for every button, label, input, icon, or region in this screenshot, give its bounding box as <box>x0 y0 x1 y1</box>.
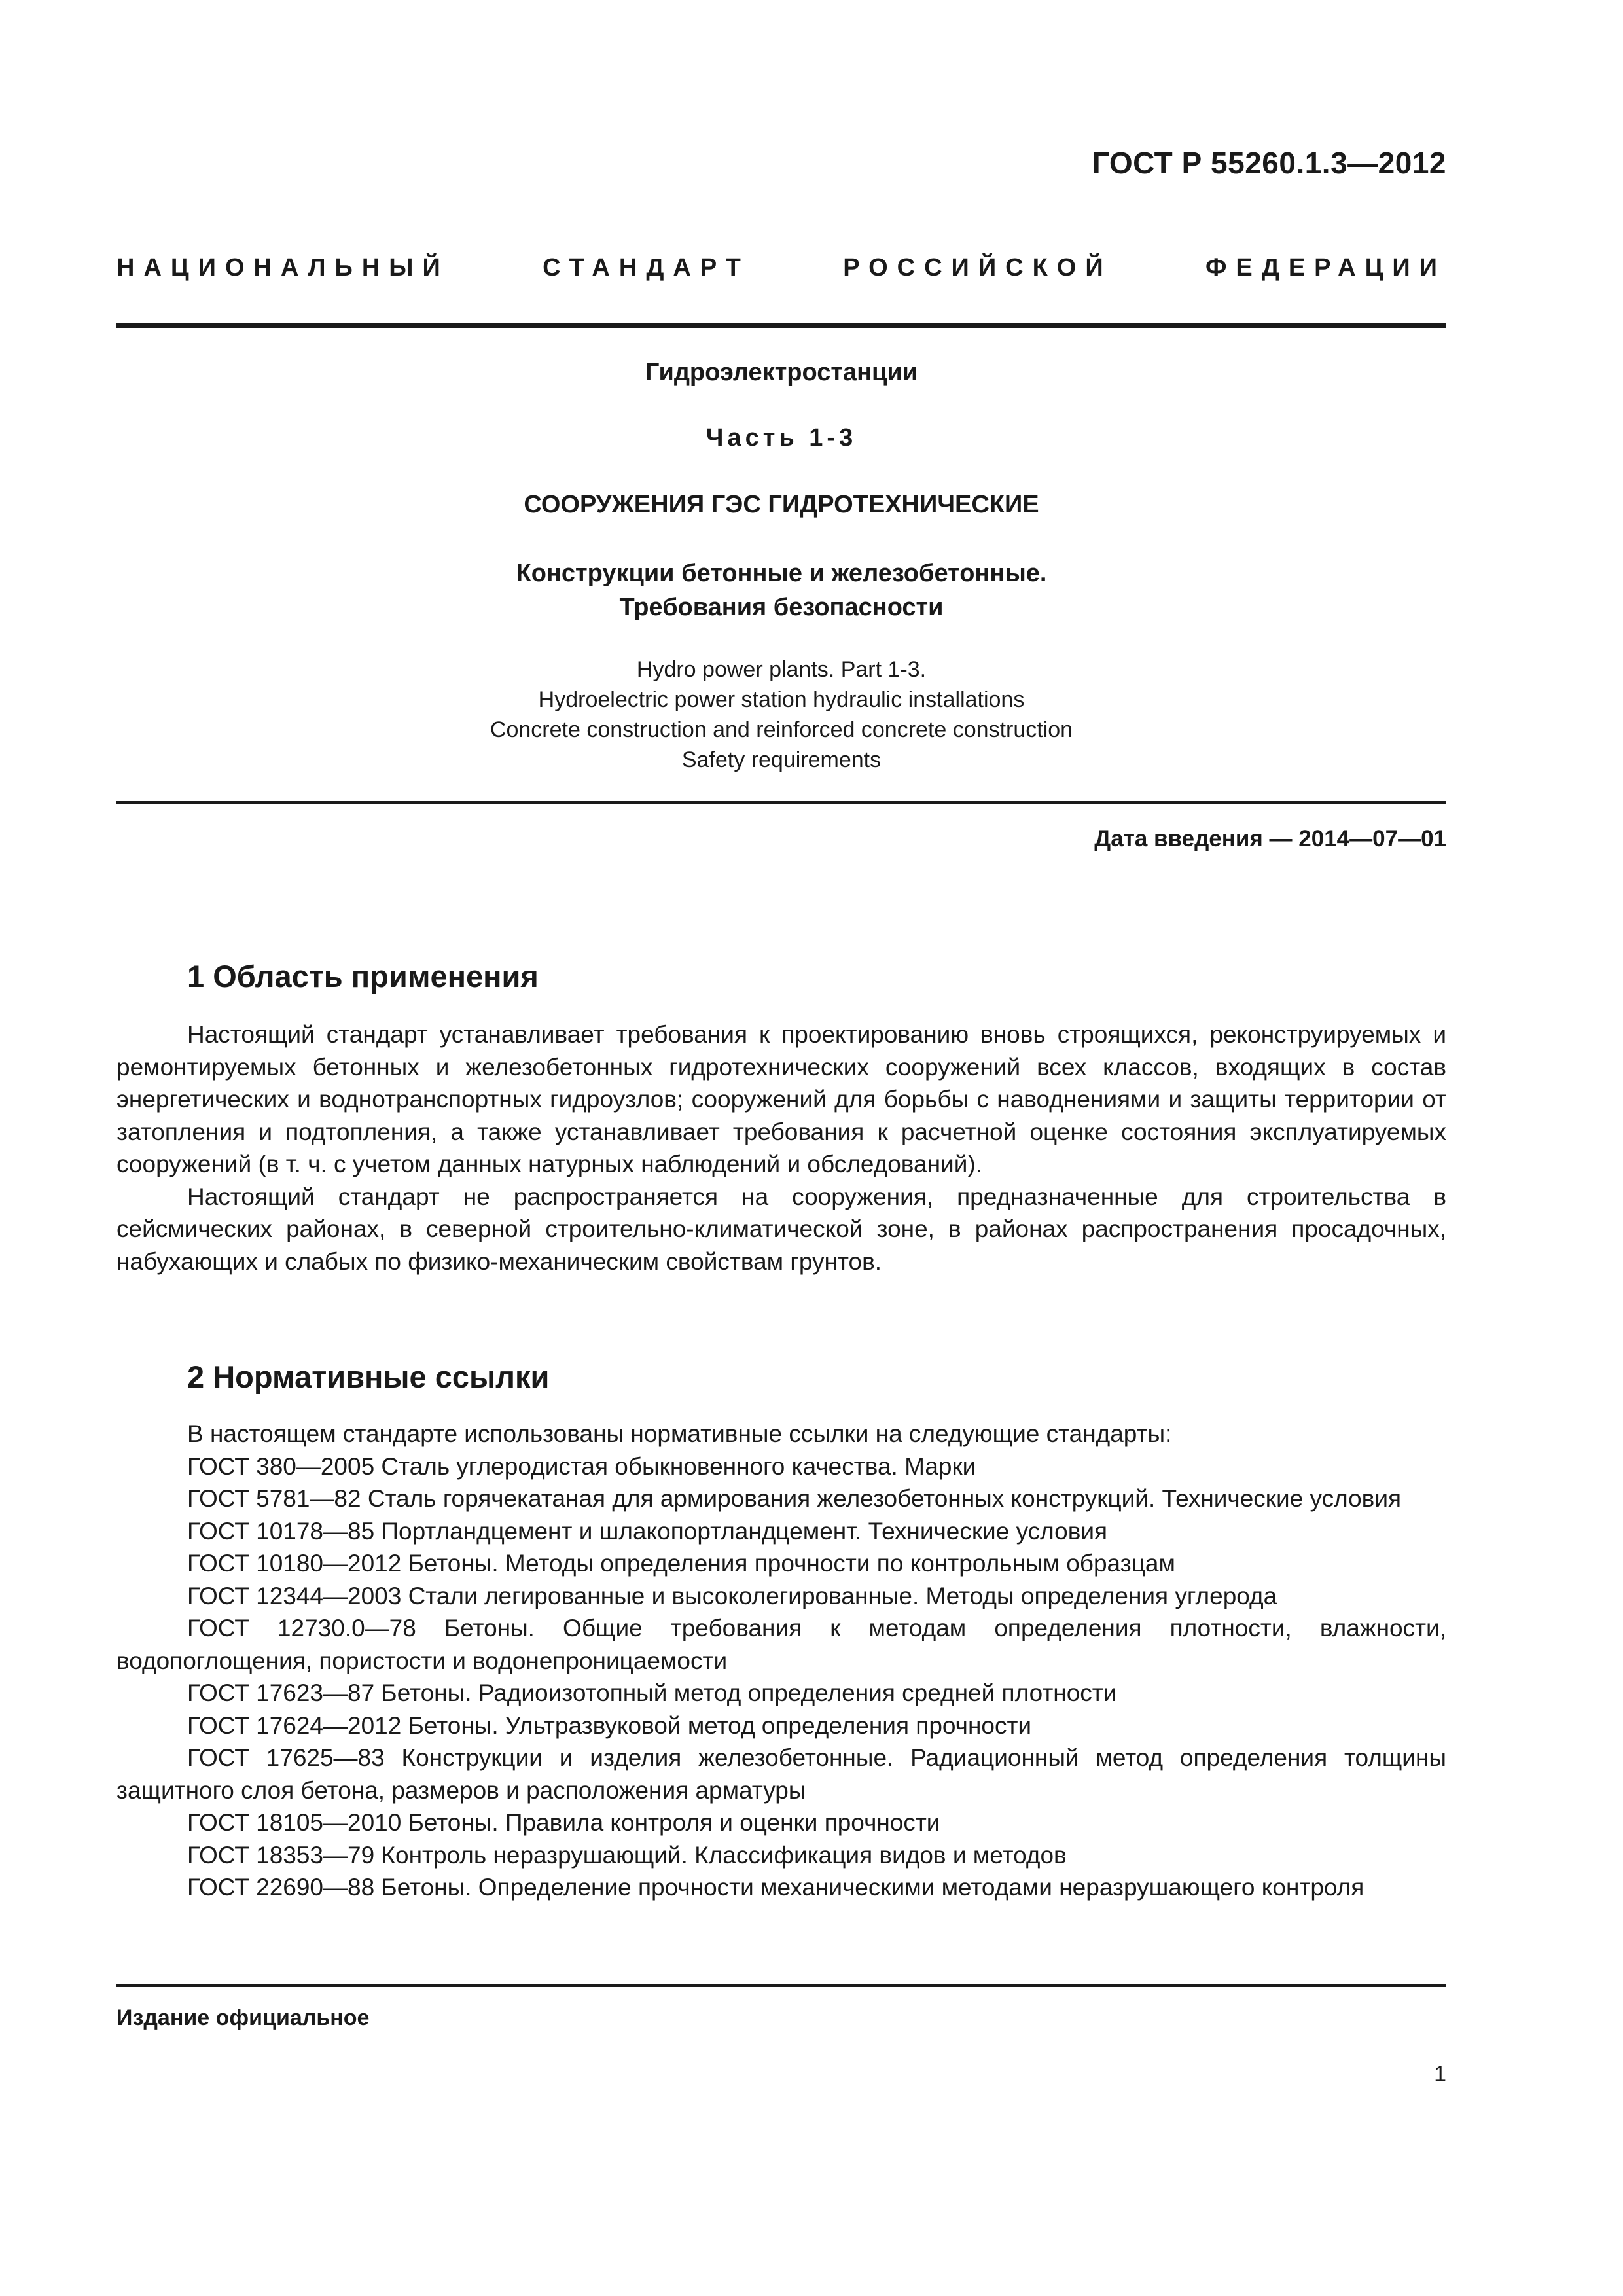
title-english-line: Hydro power plants. Part 1-3. <box>636 657 927 682</box>
reference-item: ГОСТ 17623—87 Бетоны. Радиоизотопный метод определения средней плотности <box>187 1679 1117 1706</box>
reference-item: ГОСТ 18105—2010 Бетоны. Правила контроля и оценки прочности <box>187 1809 940 1836</box>
reference-item: ГОСТ 10180—2012 Бетоны. Методы определения прочности по контрольным образцам <box>187 1550 1175 1577</box>
standard-designation: ГОСТ Р 55260.1.3—2012 <box>1092 146 1446 180</box>
official-edition-label: Издание официальное <box>116 2005 370 2030</box>
title-main: Гидроэлектростанции <box>645 359 918 386</box>
paragraph: В настоящем стандарте использованы нормативные ссылки на следующие стандарты: <box>187 1420 1172 1447</box>
paragraph: Настоящий стандарт устанавливает требования к проектированию вновь строящихся, реконструируемых и ремонтируемых бетонных и железобетонных гидротехнических сооружений всех классов, входящих в состав энергетических и воднотранспортных гидроузлов; сооружений для борьбы с наводнениями и защиты территории от затопления и подтопления, а также устанавливает требования к расчетной оценке состояния эксплуатируемых сооружений (в т. ч. с учетом данных натурных наблюдений и обследований). <box>116 1021 1446 1177</box>
page-number: 1 <box>1434 2062 1446 2087</box>
national-standard-banner: НАЦИОНАЛЬНЫЙ СТАНДАРТ РОССИЙСКОЙ ФЕДЕРАЦИИ <box>116 254 1446 281</box>
title-description <box>116 556 1446 624</box>
title-english-line: Safety requirements <box>681 747 882 772</box>
footer-rule <box>116 1984 1446 1987</box>
title-english-line: Hydroelectric power station hydraulic installations <box>538 687 1025 712</box>
title-english-line: Concrete construction and reinforced concrete construction <box>490 717 1073 742</box>
title-english <box>116 655 1446 775</box>
section-heading-scope: 1 Область применения <box>187 959 539 994</box>
reference-item: ГОСТ 5781—82 Сталь горячекатаная для армирования железобетонных конструкций. Технические условия <box>187 1485 1402 1512</box>
title-description-line: Требования безопасности <box>619 594 944 621</box>
title-part: Часть 1-3 <box>705 424 857 452</box>
reference-item: ГОСТ 17624—2012 Бетоны. Ультразвуковой метод определения прочности <box>187 1712 1032 1739</box>
reference-item: ГОСТ 17625—83 Конструкции и изделия железобетонные. Радиационный метод определения толщины защитного слоя бетона, размеров и расположения арматуры <box>116 1744 1446 1804</box>
title-rule <box>116 801 1446 804</box>
title-subtitle: СООРУЖЕНИЯ ГЭС ГИДРОТЕХНИЧЕСКИЕ <box>524 491 1039 518</box>
section-body-scope <box>116 1018 1446 1278</box>
reference-item: ГОСТ 380—2005 Сталь углеродистая обыкновенного качества. Марки <box>187 1452 976 1480</box>
paragraph: Настоящий стандарт не распространяется на сооружения, предназначенные для строительства в сейсмических районах, в северной строительно-климатической зоне, в районах распространения просадочных, набухающих и слабых по физико-механическим свойствам грунтов. <box>116 1183 1446 1275</box>
title-description-line: Конструкции бетонные и железобетонные. <box>516 560 1047 587</box>
header-rule <box>116 323 1446 328</box>
reference-item: ГОСТ 12344—2003 Стали легированные и высоколегированные. Методы определения углерода <box>187 1582 1277 1609</box>
section-body-references <box>116 1418 1446 1904</box>
reference-item: ГОСТ 10178—85 Портландцемент и шлакопортландцемент. Технические условия <box>187 1517 1108 1545</box>
reference-item: ГОСТ 12730.0—78 Бетоны. Общие требования к методам определения плотности, влажности, водопоглощения, пористости и водонепроницаемости <box>116 1615 1446 1674</box>
section-heading-references: 2 Нормативные ссылки <box>187 1359 550 1394</box>
reference-item: ГОСТ 22690—88 Бетоны. Определение прочности механическими методами неразрушающего контроля <box>187 1874 1364 1901</box>
reference-item: ГОСТ 18353—79 Контроль неразрушающий. Классификация видов и методов <box>187 1841 1067 1869</box>
introduction-date: Дата введения — 2014—07—01 <box>1094 826 1446 852</box>
